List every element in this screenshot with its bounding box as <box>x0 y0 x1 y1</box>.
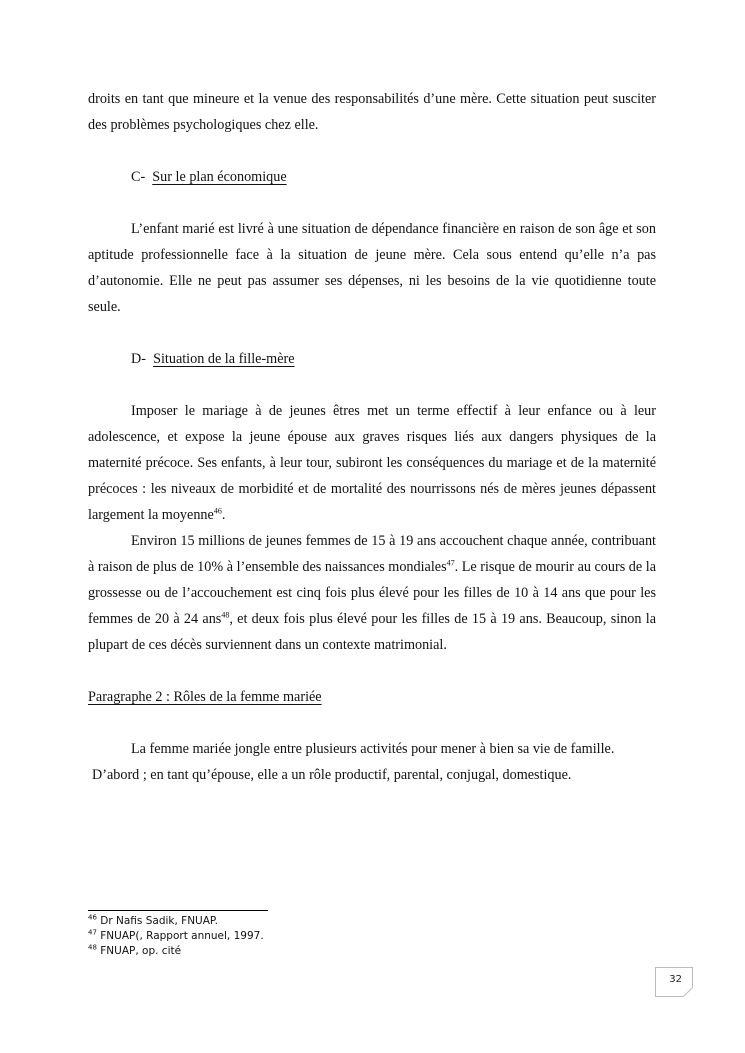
footnote-item <box>88 914 264 929</box>
paragraph-4-text-c: , et deux fois plus élevé pour les filles de 15 à 19 ans. Beaucoup, sinon la plupart de ces décès surviennent dans un contexte matrimonial. <box>88 611 656 653</box>
footnote-item <box>88 944 264 959</box>
paragraph-3-text: Imposer le mariage à de jeunes êtres met un terme effectif à leur enfance ou à leur adolescence, et expose la jeune épouse aux graves risques liés aux dangers physiques de la maternité précoce. Ses enfants, à leur tour, subiront les conséquences du mariage et de la maternité précoces : les niveaux de morbidité et de mortalité des nourrissons nés de mères jeunes dépassent largement la moyenne <box>88 403 656 523</box>
paragraph-3 <box>88 398 656 528</box>
footnotes <box>88 914 264 959</box>
footnote-item <box>88 929 264 944</box>
paragraph-2: L’enfant marié est livré à une situation de dépendance financière en raison de son âge et son aptitude professionnelle face à la situation de jeune mère. Cela sous entend qu’elle n’a pas d’autonomie. Elle ne peut pas assumer ses dépenses, ni les besoins de la vie quotidienne toute seule. <box>88 221 656 315</box>
body-text <box>88 86 656 788</box>
footnote-ref-48[interactable]: 48 <box>221 610 230 620</box>
section-title-d: Situation de la fille-mère <box>153 351 295 367</box>
page-number: 32 <box>669 974 682 985</box>
footnote-separator <box>88 910 268 911</box>
page-fold-icon <box>683 987 693 997</box>
paragraph-heading <box>88 684 656 710</box>
paragraph-3-end: . <box>221 507 226 523</box>
paragraph-4-text-b: . Le risque de mourir au cours de la grossesse ou de l’accouchement est cinq fois plus élevé pour les filles de 10 à 14 ans que pour les femmes de 20 à 24 ans <box>88 559 656 627</box>
section-heading-d <box>131 346 656 372</box>
footnote-text: Dr Nafis Sadik, FNUAP. <box>100 915 218 927</box>
footnote-number: 48 <box>88 943 97 952</box>
paragraph-4-text-a: Environ 15 millions de jeunes femmes de 15 à 19 ans accouchent chaque année, contribuant à raison de plus de 10% à l’ensemble des naissances mondiales <box>88 533 656 575</box>
page-number-box <box>655 967 693 997</box>
footnote-ref-46[interactable]: 46 <box>213 506 222 516</box>
footnote-number: 47 <box>88 928 97 937</box>
footnote-text: FNUAP(, Rapport annuel, 1997. <box>100 930 264 942</box>
paragraph-2-title: Paragraphe 2 : Rôles de la femme mariée <box>88 689 322 705</box>
footnote-ref-47[interactable]: 47 <box>446 558 455 568</box>
section-title-c: Sur le plan économique <box>152 169 287 185</box>
section-heading-c <box>131 164 656 190</box>
paragraph-6: D’abord ; en tant qu’épouse, elle a un rôle productif, parental, conjugal, domestique. <box>92 767 572 783</box>
footnote-text: FNUAP, op. cité <box>100 945 182 957</box>
paragraph-5: La femme mariée jongle entre plusieurs activités pour mener à bien sa vie de famille. <box>131 741 615 757</box>
paragraph-4 <box>88 528 656 658</box>
footnote-number: 46 <box>88 913 97 922</box>
section-letter-d: D- <box>131 351 146 367</box>
section-letter-c: C- <box>131 169 146 185</box>
paragraph-1: droits en tant que mineure et la venue des responsabilités d’une mère. Cette situation peut susciter des problèmes psychologiques chez elle. <box>88 91 656 133</box>
